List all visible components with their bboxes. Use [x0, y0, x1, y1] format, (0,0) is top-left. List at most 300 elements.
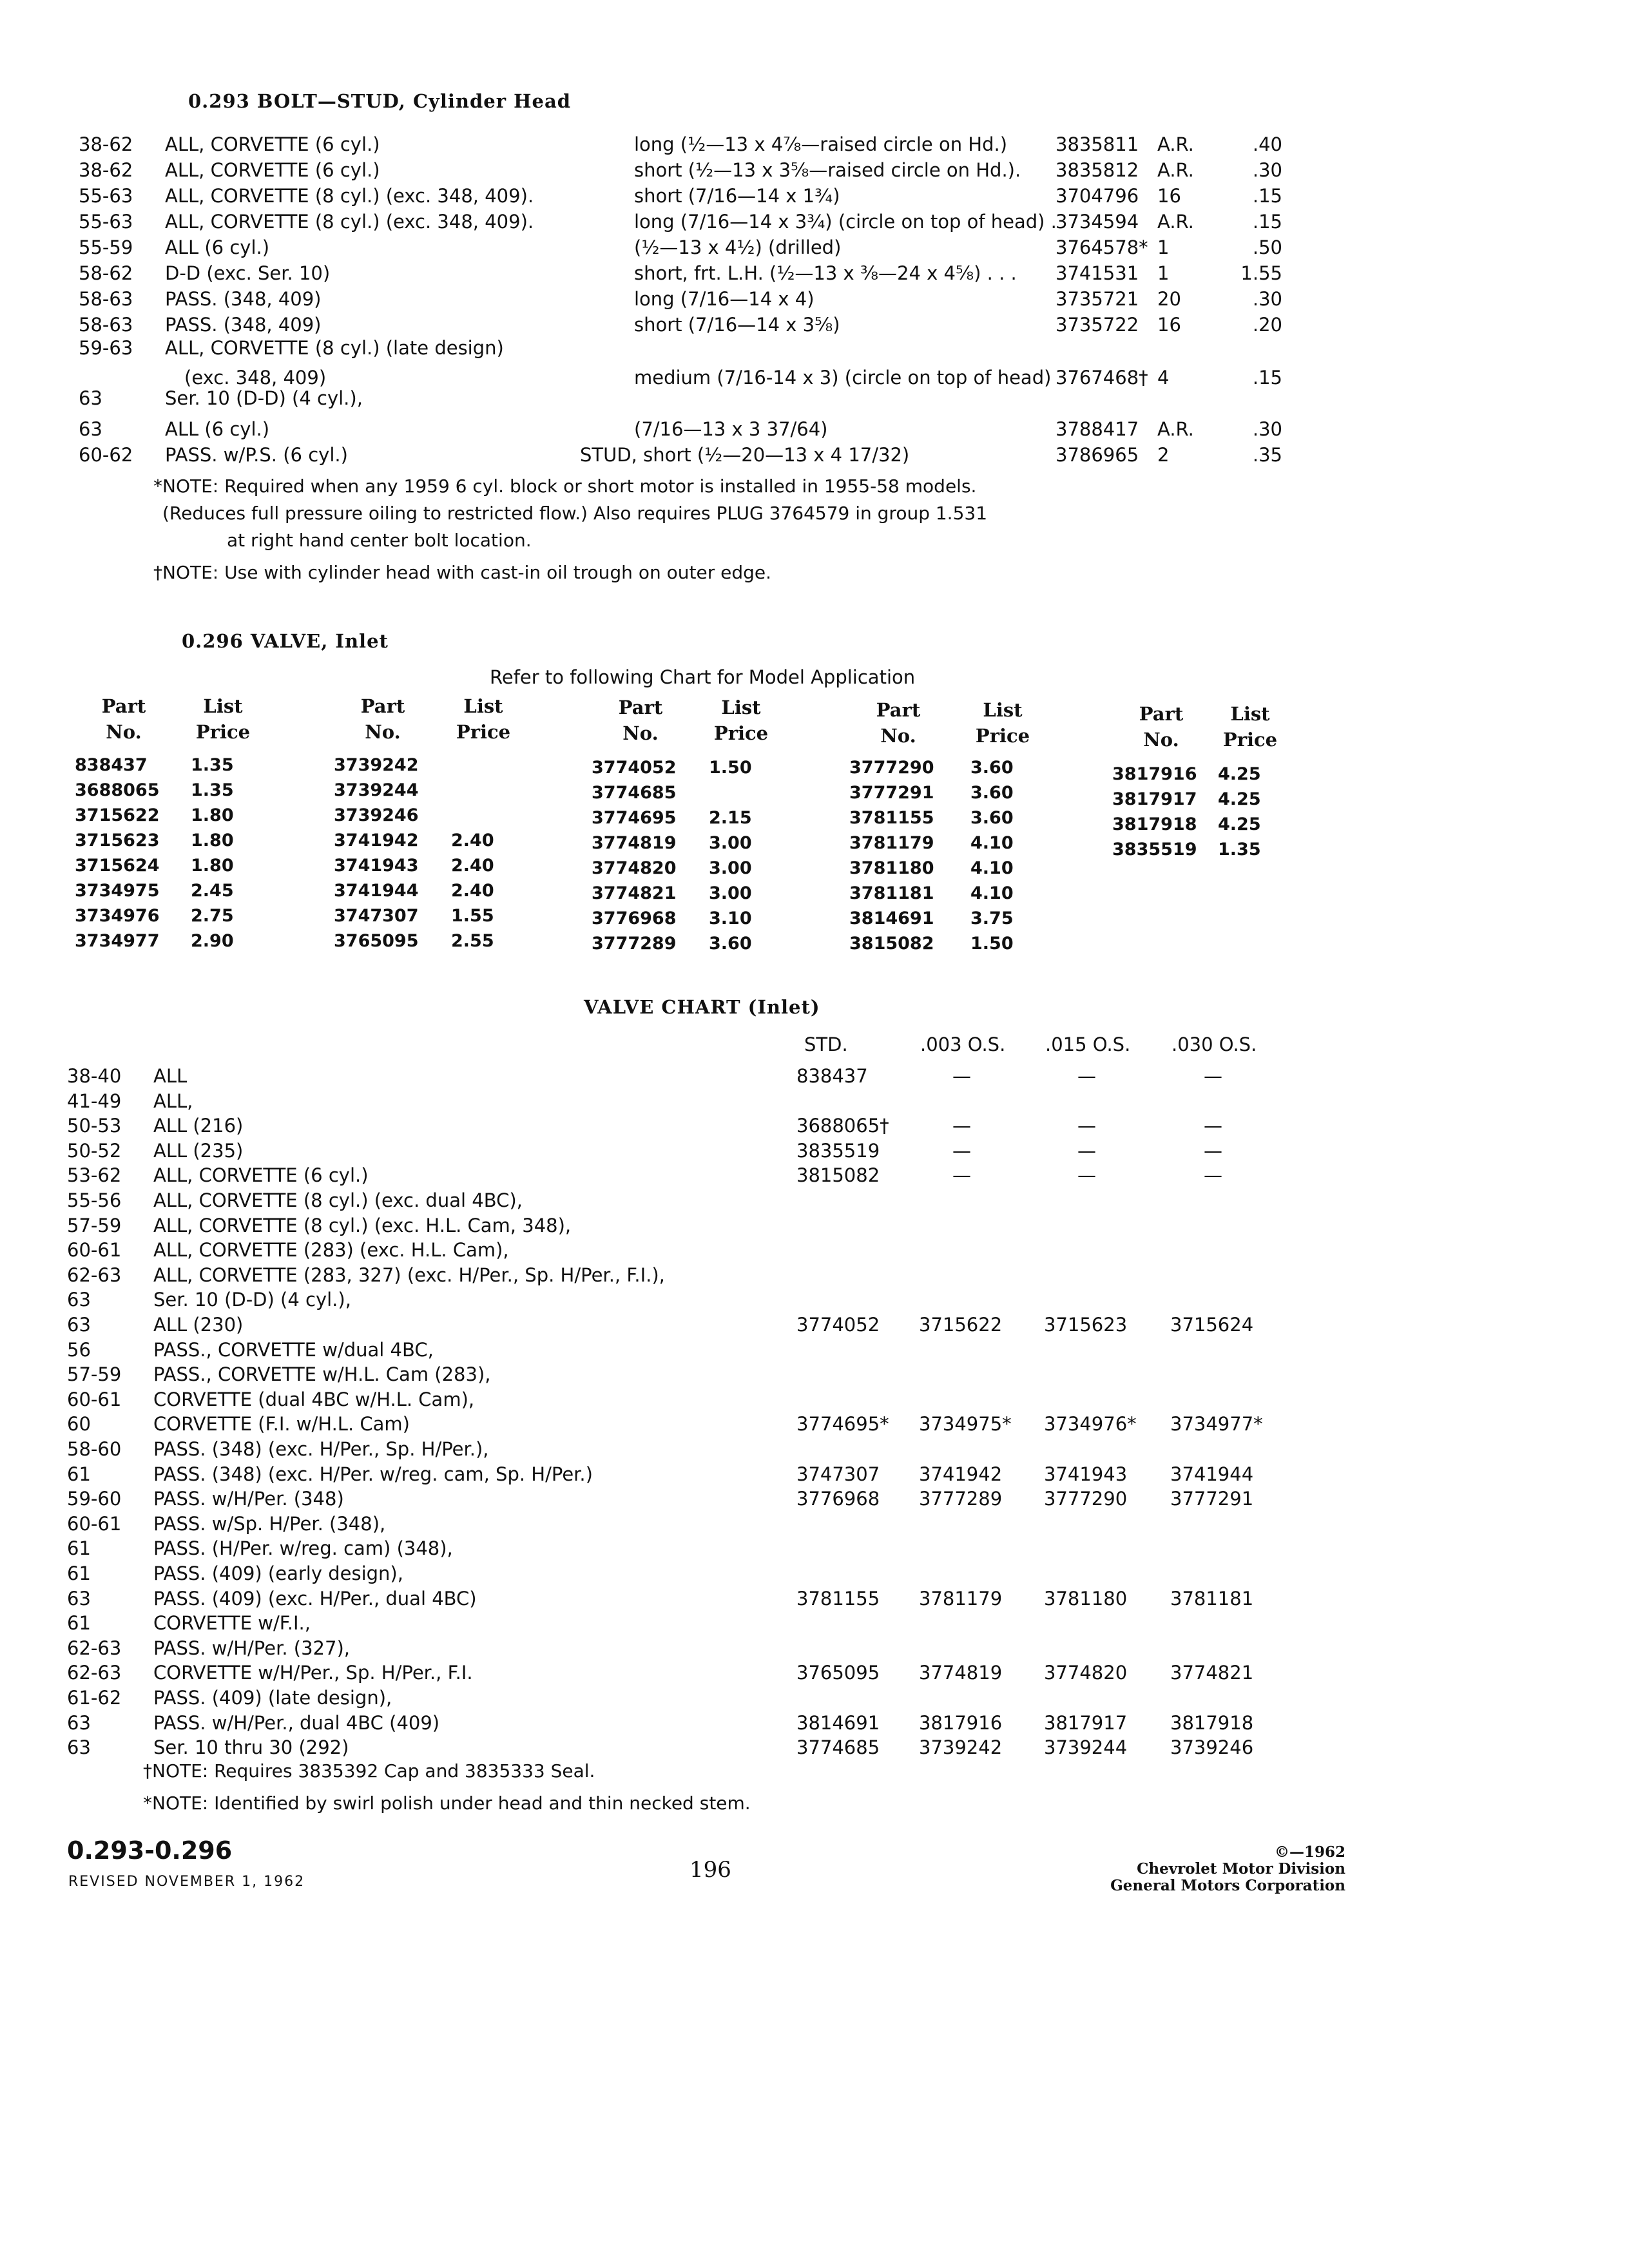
model-cell: ALL, CORVETTE (6 cyl.)	[165, 133, 380, 155]
quantity-cell: 1	[1157, 236, 1170, 258]
chart-row	[0, 1312, 1629, 1338]
valve-part-cell: 3774695*	[796, 1413, 889, 1435]
valve-part-cell: 3777290	[1044, 1488, 1128, 1510]
part-no-header: No.	[622, 722, 659, 744]
quantity-cell: A.R.	[1157, 211, 1194, 233]
part-number: 3781181	[849, 883, 934, 903]
bolt-row	[0, 442, 1629, 468]
description-cell: long (½—13 x 4⅞—raised circle on Hd.)	[634, 133, 1008, 155]
years-cell: 63	[67, 1314, 91, 1336]
model-cell: CORVETTE (F.I. w/H.L. Cam)	[153, 1413, 410, 1435]
years-cell: 61-62	[67, 1687, 122, 1709]
bolt-row	[0, 286, 1629, 312]
bolt-note: †NOTE: Use with cylinder head with cast-in oil trough on outer edge.	[153, 562, 771, 583]
list-price-header: List	[983, 699, 1023, 721]
chart-note: *NOTE: Identified by swirl polish under head and thin necked stem.	[143, 1792, 751, 1814]
years-cell: 60	[67, 1413, 91, 1435]
page-number: 196	[689, 1857, 731, 1883]
valve-part-cell: 838437	[796, 1065, 868, 1087]
valve-part-cell: 3774821	[1170, 1662, 1254, 1684]
list-price: 1.35	[191, 780, 234, 800]
description-cell: long (7/16—14 x 4)	[634, 288, 815, 310]
list-price: 1.80	[191, 856, 234, 876]
list-price: 1.35	[1218, 840, 1261, 860]
quantity-cell: 4	[1157, 367, 1170, 389]
years-cell: 60-61	[67, 1389, 122, 1410]
quantity-cell: 20	[1157, 288, 1181, 310]
footer-corporation: General Motors Corporation	[1110, 1877, 1345, 1894]
part-number: 3777289	[592, 934, 677, 954]
valve-part-cell: —	[1077, 1115, 1096, 1137]
valve-part-cell: 3688065†	[796, 1115, 889, 1137]
years-cell: 63	[67, 1588, 91, 1610]
description-cell: short, frt. L.H. (½—13 x ⅜—24 x 4⅝) . . .	[634, 262, 1017, 284]
list-price: 1.80	[191, 831, 234, 850]
chart-row	[0, 1262, 1629, 1288]
footer-revised-date: REVISED NOVEMBER 1, 1962	[68, 1874, 305, 1890]
footer-copyright: ©—1962	[1274, 1843, 1345, 1861]
list-price-header: Price	[713, 722, 769, 744]
chart-row	[0, 1660, 1629, 1686]
years-cell: 58-60	[67, 1438, 122, 1460]
part-number: 3815082	[849, 934, 934, 954]
model-cell: CORVETTE w/F.I.,	[153, 1612, 311, 1634]
part-number-cell: 3734594	[1055, 211, 1139, 233]
part-number: 3715623	[75, 831, 160, 850]
valve-part-cell: —	[1204, 1115, 1222, 1137]
part-number: 3739246	[334, 805, 419, 825]
valve-part-cell: 3781155	[796, 1588, 880, 1610]
part-number-cell: 3786965	[1055, 444, 1139, 466]
model-cell: D-D (exc. Ser. 10)	[165, 262, 331, 284]
price-cell: .15	[1252, 185, 1282, 207]
valve-part-cell: —	[1077, 1065, 1096, 1087]
list-price-header: Price	[456, 721, 511, 743]
valve-part-cell: 3781179	[919, 1588, 1003, 1610]
part-number: 3817916	[1112, 764, 1197, 784]
footer-group-number: 0.293-0.296	[67, 1836, 233, 1865]
part-no-header: No.	[1143, 729, 1179, 751]
chart-row	[0, 1461, 1629, 1487]
model-cell: PASS., CORVETTE w/dual 4BC,	[153, 1339, 434, 1361]
chart-column-header: .030 O.S.	[1171, 1033, 1257, 1055]
chart-row	[0, 1735, 1629, 1760]
list-price: 4.10	[970, 833, 1014, 853]
model-cell: PASS. (348, 409)	[165, 288, 322, 310]
valve-part-cell: 3765095	[796, 1662, 880, 1684]
valve-part-cell: —	[952, 1065, 971, 1087]
description-cell: short (7/16—14 x 3⅝)	[634, 314, 840, 336]
valve-part-cell: 3815082	[796, 1164, 880, 1186]
part-no-header: Part	[618, 697, 663, 718]
valve-part-cell: 3774819	[919, 1662, 1003, 1684]
valve-part-cell: 3741944	[1170, 1463, 1254, 1485]
model-cell: ALL, CORVETTE (8 cyl.) (exc. 348, 409).	[165, 211, 534, 233]
model-cell: ALL, CORVETTE (6 cyl.)	[165, 159, 380, 181]
years-cell: 50-53	[67, 1115, 122, 1137]
model-cell: Ser. 10 thru 30 (292)	[153, 1736, 349, 1758]
valve-part-cell: —	[1077, 1140, 1096, 1162]
valve-part-cell: 3817916	[919, 1712, 1003, 1734]
part-number: 3781180	[849, 858, 934, 878]
years-cell: 59-63	[79, 337, 133, 359]
model-cell: PASS. w/H/Per., dual 4BC (409)	[153, 1712, 440, 1734]
valve-section-title: 0.296 VALVE, Inlet	[182, 630, 389, 652]
part-number-cell: 3704796	[1055, 185, 1139, 207]
description-cell: short (½—13 x 3⅝—raised circle on Hd.).	[634, 159, 1021, 181]
list-price-header: List	[463, 695, 503, 717]
part-number: 3776968	[592, 908, 677, 928]
part-number: 3739244	[334, 780, 419, 800]
valve-part-cell: 3777289	[919, 1488, 1003, 1510]
model-cell: PASS. w/P.S. (6 cyl.)	[165, 444, 348, 466]
model-cell: ALL	[153, 1065, 188, 1087]
price-cell: .30	[1252, 418, 1282, 440]
valve-part-cell: —	[1204, 1065, 1222, 1087]
list-price: 3.10	[709, 908, 752, 928]
chart-row	[0, 1213, 1629, 1238]
valve-part-cell: 3781181	[1170, 1588, 1254, 1610]
chart-column-header: .015 O.S.	[1045, 1033, 1131, 1055]
bolt-row	[0, 335, 1629, 361]
chart-row	[0, 1561, 1629, 1586]
part-number: 3781179	[849, 833, 934, 853]
chart-note: †NOTE: Requires 3835392 Cap and 3835333 Seal.	[143, 1760, 595, 1782]
valve-part-cell: 3739242	[919, 1736, 1003, 1758]
model-cell: ALL (6 cyl.)	[165, 236, 270, 258]
years-cell: 61	[67, 1537, 91, 1559]
valve-part-cell: 3777291	[1170, 1488, 1254, 1510]
years-cell: 58-62	[79, 262, 133, 284]
list-price: 3.00	[709, 858, 752, 878]
model-cell: ALL, CORVETTE (283) (exc. H.L. Cam),	[153, 1239, 509, 1261]
chart-row	[0, 1113, 1629, 1139]
list-price: 3.60	[970, 808, 1014, 828]
valve-part-cell: 3734976*	[1044, 1413, 1137, 1435]
list-price: 2.45	[191, 881, 234, 901]
valve-part-cell: —	[1077, 1164, 1096, 1186]
years-cell: 61	[67, 1463, 91, 1485]
model-cell: PASS. (409) (late design),	[153, 1687, 392, 1709]
chart-column-header: .003 O.S.	[920, 1033, 1006, 1055]
list-price: 1.55	[451, 906, 494, 926]
part-number-cell: 3767468†	[1055, 367, 1148, 389]
years-cell: 57-59	[67, 1215, 122, 1236]
part-number: 3774821	[592, 883, 677, 903]
valve-part-cell: 3741942	[919, 1463, 1003, 1485]
list-price: 3.75	[970, 908, 1014, 928]
model-cell: PASS. (348) (exc. H/Per., Sp. H/Per.),	[153, 1438, 489, 1460]
bolt-note: at right hand center bolt location.	[227, 530, 532, 551]
bolt-row	[0, 260, 1629, 286]
valve-part-cell: 3835519	[796, 1140, 880, 1162]
list-price: 2.15	[709, 808, 752, 828]
list-price: 2.40	[451, 881, 494, 901]
part-number: 838437	[75, 755, 148, 775]
model-cell: ALL, CORVETTE (8 cyl.) (late design)	[165, 337, 504, 359]
years-cell: 62-63	[67, 1264, 122, 1286]
quantity-cell: A.R.	[1157, 159, 1194, 181]
part-no-header: No.	[106, 721, 142, 743]
part-number: 3774820	[592, 858, 677, 878]
part-number: 3741942	[334, 831, 419, 850]
bolt-row	[0, 416, 1629, 442]
quantity-cell: 1	[1157, 262, 1170, 284]
description-cell: STUD, short (½—20—13 x 4 17/32)	[580, 444, 910, 466]
part-no-header: Part	[876, 699, 921, 721]
list-price: 1.50	[970, 934, 1014, 954]
chart-row	[0, 1635, 1629, 1661]
valve-part-cell: —	[952, 1115, 971, 1137]
part-number-cell: 3735721	[1055, 288, 1139, 310]
years-cell: 56	[67, 1339, 91, 1361]
part-number: 3739242	[334, 755, 419, 775]
part-number: 3835519	[1112, 840, 1197, 860]
valve-part-cell: 3781180	[1044, 1588, 1128, 1610]
valve-part-cell: 3739246	[1170, 1736, 1254, 1758]
description-cell: short (7/16—14 x 1¾)	[634, 185, 840, 207]
model-cell: PASS. (409) (early design),	[153, 1562, 403, 1584]
valve-part-cell: 3715622	[919, 1314, 1003, 1336]
valve-part-cell: 3817918	[1170, 1712, 1254, 1734]
description-cell: (½—13 x 4½) (drilled)	[634, 236, 842, 258]
valve-part-cell: —	[1204, 1140, 1222, 1162]
chart-row	[0, 1685, 1629, 1711]
model-cell: CORVETTE (dual 4BC w/H.L. Cam),	[153, 1389, 475, 1410]
years-cell: 55-63	[79, 185, 133, 207]
quantity-cell: 16	[1157, 185, 1181, 207]
list-price: 3.60	[970, 783, 1014, 803]
model-cell: PASS. (409) (exc. H/Per., dual 4BC)	[153, 1588, 477, 1610]
valve-part-cell: —	[952, 1140, 971, 1162]
valve-part-cell: 3747307	[796, 1463, 880, 1485]
years-cell: 38-62	[79, 159, 133, 181]
valve-part-cell: 3817917	[1044, 1712, 1128, 1734]
list-price: 1.35	[191, 755, 234, 775]
part-no-header: No.	[365, 721, 401, 743]
description-cell: (7/16—13 x 3 37/64)	[634, 418, 828, 440]
part-number: 3777291	[849, 783, 934, 803]
bolt-row	[0, 312, 1629, 338]
quantity-cell: 16	[1157, 314, 1181, 336]
model-cell: ALL (230)	[153, 1314, 244, 1336]
model-cell: PASS. w/Sp. H/Per. (348),	[153, 1513, 386, 1535]
list-price-header: Price	[1222, 729, 1278, 751]
valve-part-cell: 3715624	[1170, 1314, 1254, 1336]
chart-column-header: STD.	[804, 1033, 848, 1055]
list-price: 4.10	[970, 883, 1014, 903]
price-cell: 1.55	[1240, 262, 1282, 284]
list-price: 4.25	[1218, 814, 1261, 834]
bolt-row	[0, 385, 1629, 411]
part-number: 3734977	[75, 931, 160, 951]
valve-part-cell: 3715623	[1044, 1314, 1128, 1336]
part-number: 3817918	[1112, 814, 1197, 834]
part-no-header: Part	[101, 695, 146, 717]
years-cell: 63	[79, 418, 102, 440]
list-price: 2.75	[191, 906, 234, 926]
chart-row	[0, 1287, 1629, 1312]
list-price-header: Price	[975, 725, 1030, 747]
price-cell: .50	[1252, 236, 1282, 258]
valve-part-cell: 3776968	[796, 1488, 880, 1510]
chart-row	[0, 1162, 1629, 1188]
valve-part-cell: 3734977*	[1170, 1413, 1263, 1435]
list-price: 1.80	[191, 805, 234, 825]
chart-row	[0, 1063, 1629, 1089]
model-cell: ALL (216)	[153, 1115, 244, 1137]
list-price: 3.60	[970, 758, 1014, 778]
model-cell: Ser. 10 (D-D) (4 cyl.),	[165, 387, 363, 409]
part-no-header: Part	[1139, 703, 1184, 725]
valve-part-cell: 3774052	[796, 1314, 880, 1336]
valve-part-cell: 3734975*	[919, 1413, 1012, 1435]
valve-part-cell: —	[1204, 1164, 1222, 1186]
valve-part-cell: 3774685	[796, 1736, 880, 1758]
price-cell: .30	[1252, 159, 1282, 181]
part-number: 3741943	[334, 856, 419, 876]
bolt-row	[0, 209, 1629, 235]
years-cell: 41-49	[67, 1090, 122, 1112]
model-cell: ALL, CORVETTE (8 cyl.) (exc. H.L. Cam, 348),	[153, 1215, 572, 1236]
price-cell: .20	[1252, 314, 1282, 336]
part-number-cell: 3835811	[1055, 133, 1139, 155]
chart-row	[0, 1535, 1629, 1561]
part-number: 3734976	[75, 906, 160, 926]
bolt-row	[0, 235, 1629, 260]
list-price: 2.90	[191, 931, 234, 951]
part-number: 3814691	[849, 908, 934, 928]
years-cell: 60-62	[79, 444, 133, 466]
chart-row	[0, 1486, 1629, 1512]
bolt-row	[0, 183, 1629, 209]
list-price: 3.60	[709, 934, 752, 954]
model-cell: Ser. 10 (D-D) (4 cyl.),	[153, 1289, 351, 1311]
years-cell: 38-40	[67, 1065, 122, 1087]
model-cell: ALL, CORVETTE (8 cyl.) (exc. 348, 409).	[165, 185, 534, 207]
chart-row	[0, 1361, 1629, 1387]
valve-chart-title: VALVE CHART (Inlet)	[584, 996, 820, 1018]
years-cell: 55-56	[67, 1189, 122, 1211]
chart-row	[0, 1586, 1629, 1611]
years-cell: 60-61	[67, 1513, 122, 1535]
quantity-cell: A.R.	[1157, 133, 1194, 155]
footer-publisher	[1023, 1844, 1345, 1894]
list-price-header: Price	[195, 721, 251, 743]
list-price: 2.40	[451, 831, 494, 850]
valve-part-cell: 3774820	[1044, 1662, 1128, 1684]
model-cell: (exc. 348, 409)	[184, 367, 327, 389]
years-cell: 61	[67, 1562, 91, 1584]
part-number: 3688065	[75, 780, 160, 800]
part-number-cell: 3764578*	[1055, 236, 1148, 258]
part-number-cell: 3788417	[1055, 418, 1139, 440]
years-cell: 63	[67, 1736, 91, 1758]
bolt-section-title: 0.293 BOLT—STUD, Cylinder Head	[188, 90, 572, 112]
part-number: 3747307	[334, 906, 419, 926]
years-cell: 53-62	[67, 1164, 122, 1186]
part-number: 3774695	[592, 808, 677, 828]
model-cell: ALL (235)	[153, 1140, 244, 1162]
model-cell: PASS. (H/Per. w/reg. cam) (348),	[153, 1537, 453, 1559]
chart-row	[0, 1387, 1629, 1412]
years-cell: 63	[79, 387, 102, 409]
part-number: 3777290	[849, 758, 934, 778]
part-number: 3765095	[334, 931, 419, 951]
price-cell: .15	[1252, 367, 1282, 389]
valve-chart-reference: Refer to following Chart for Model Application	[490, 666, 916, 688]
chart-row	[0, 1436, 1629, 1462]
bolt-note: *NOTE: Required when any 1959 6 cyl. block or short motor is installed in 1955-58 models.	[153, 476, 977, 497]
chart-row	[0, 1088, 1629, 1114]
years-cell: 59-60	[67, 1488, 122, 1510]
list-price: 1.50	[709, 758, 752, 778]
part-no-header: No.	[880, 725, 916, 747]
list-price-header: List	[1230, 703, 1270, 725]
valve-part-cell: —	[952, 1164, 971, 1186]
years-cell: 63	[67, 1289, 91, 1311]
description-cell: medium (7/16-14 x 3) (circle on top of head)	[634, 367, 1052, 389]
list-price: 3.00	[709, 833, 752, 853]
years-cell: 57-59	[67, 1363, 122, 1385]
model-cell: ALL, CORVETTE (8 cyl.) (exc. dual 4BC),	[153, 1189, 523, 1211]
list-price: 4.10	[970, 858, 1014, 878]
part-number-cell: 3835812	[1055, 159, 1139, 181]
years-cell: 50-52	[67, 1140, 122, 1162]
years-cell: 58-63	[79, 288, 133, 310]
years-cell: 38-62	[79, 133, 133, 155]
chart-row	[0, 1710, 1629, 1736]
part-number: 3817917	[1112, 789, 1197, 809]
part-number: 3715624	[75, 856, 160, 876]
part-number: 3741944	[334, 881, 419, 901]
years-cell: 61	[67, 1612, 91, 1634]
model-cell: ALL (6 cyl.)	[165, 418, 270, 440]
model-cell: PASS. w/H/Per. (327),	[153, 1637, 350, 1659]
model-cell: ALL, CORVETTE (283, 327) (exc. H/Per., Sp. H/Per., F.I.),	[153, 1264, 665, 1286]
chart-row	[0, 1511, 1629, 1537]
price-cell: .35	[1252, 444, 1282, 466]
years-cell: 62-63	[67, 1637, 122, 1659]
bolt-row	[0, 131, 1629, 157]
chart-row	[0, 1411, 1629, 1437]
valve-part-cell: 3814691	[796, 1712, 880, 1734]
years-cell: 58-63	[79, 314, 133, 336]
model-cell: ALL,	[153, 1090, 193, 1112]
model-cell: PASS. w/H/Per. (348)	[153, 1488, 344, 1510]
chart-row	[0, 1237, 1629, 1263]
model-cell: PASS. (348, 409)	[165, 314, 322, 336]
list-price: 4.25	[1218, 789, 1261, 809]
chart-row	[0, 1337, 1629, 1363]
part-number-cell: 3741531	[1055, 262, 1139, 284]
model-cell: CORVETTE w/H/Per., Sp. H/Per., F.I.	[153, 1662, 473, 1684]
list-price: 2.40	[451, 856, 494, 876]
part-number-cell: 3735722	[1055, 314, 1139, 336]
description-cell: long (7/16—14 x 3¾) (circle on top of head) .	[634, 211, 1057, 233]
bolt-row	[0, 157, 1629, 183]
list-price: 4.25	[1218, 764, 1261, 784]
list-price-header: List	[203, 695, 243, 717]
model-cell: ALL, CORVETTE (6 cyl.)	[153, 1164, 369, 1186]
price-cell: .15	[1252, 211, 1282, 233]
years-cell: 63	[67, 1712, 91, 1734]
valve-part-cell: 3741943	[1044, 1463, 1128, 1485]
years-cell: 55-63	[79, 211, 133, 233]
chart-row	[0, 1610, 1629, 1636]
quantity-cell: A.R.	[1157, 418, 1194, 440]
model-cell: PASS. (348) (exc. H/Per. w/reg. cam, Sp. H/Per.)	[153, 1463, 593, 1485]
